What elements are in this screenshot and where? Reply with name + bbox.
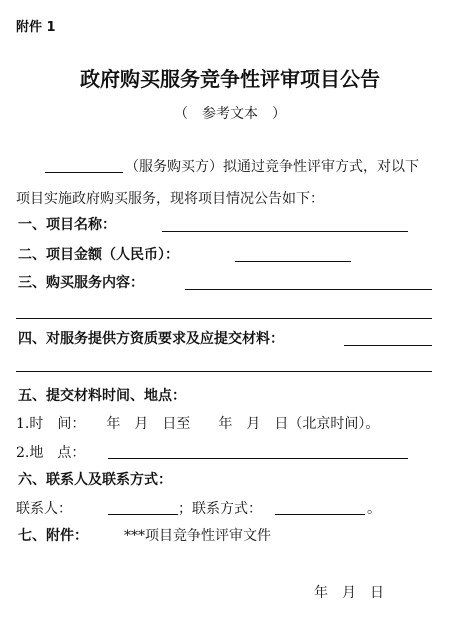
contact-end-mark: 。 [367, 501, 381, 517]
submission-label: 五、提交材料时间、地点： [18, 388, 186, 404]
date-footer: 年 月 日 [314, 585, 384, 601]
project-name-label: 一、项目名称： [18, 217, 116, 233]
submission-place-blank [108, 458, 408, 459]
project-name-blank [162, 231, 408, 232]
qualification-blank-1 [344, 345, 432, 346]
qualification-blank-2 [16, 371, 432, 372]
contact-method-label: ；联系方式： [178, 501, 262, 517]
attachment-item-value: ***项目竞争性评审文件 [124, 528, 271, 544]
page-title: 政府购买服务竞争性评审项目公告 [80, 67, 380, 91]
qualification-label: 四、对服务提供方资质要求及应提交材料： [18, 331, 284, 347]
purchaser-blank-line [45, 172, 123, 173]
project-amount-blank [235, 261, 351, 262]
service-content-label: 三、购买服务内容： [18, 275, 144, 291]
contact-method-blank [275, 514, 365, 515]
intro-line-1: （服务购买方）拟通过竞争性评审方式，对以下 [125, 159, 419, 175]
intro-line-2: 项目实施政府购买服务，现将项目情况公告如下： [16, 191, 324, 207]
service-content-blank-1 [185, 289, 432, 290]
contact-person-blank [108, 514, 178, 515]
contact-person-label: 联系人： [16, 501, 72, 517]
submission-time-line: 1.时 间： 年 月 日至 年 月 日（北京时间）。 [16, 416, 380, 432]
page-subtitle: （ 参考文本 ） [174, 106, 286, 122]
attachment-item-label: 七、附件： [18, 528, 88, 544]
submission-place-label: 2.地 点： [16, 445, 86, 461]
project-amount-label: 二、项目金额（人民币）： [18, 247, 179, 263]
contact-label: 六、联系人及联系方式： [18, 472, 172, 488]
attachment-label: 附件 1 [16, 20, 56, 35]
service-content-blank-2 [16, 318, 432, 319]
